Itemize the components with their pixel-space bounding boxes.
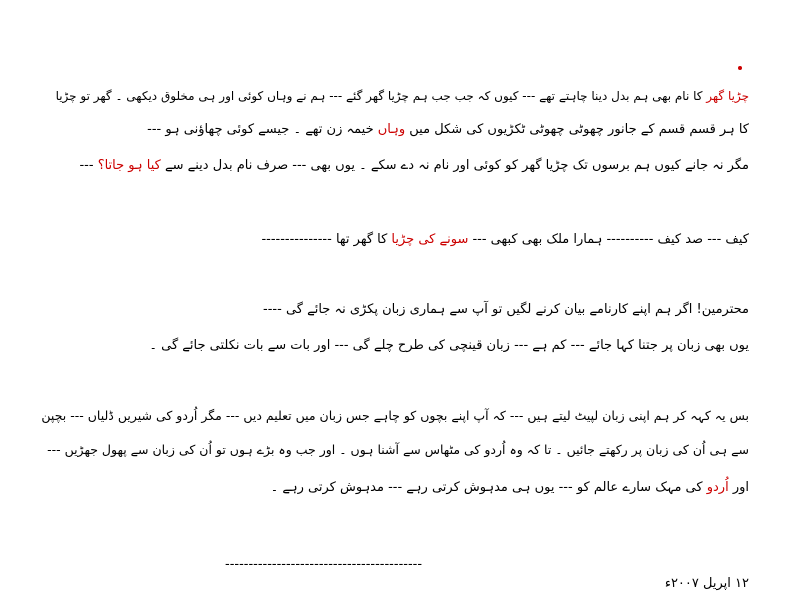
highlight-chirya-ghar: چڑیا گھر xyxy=(706,89,749,103)
paragraph-4-line-3-text-a: اور xyxy=(728,480,749,495)
paragraph-1-line-1-text: کا نام بھی ہم بدل دینا چاہتے تھے --- کیوں کہ جب جب ہم چڑیا گھر گئے --- ہم نے وہاں کوئی اور ہی مخلوق دیکھی ۔ گھر تو چڑیا xyxy=(55,89,707,103)
highlight-wahan: وہاں xyxy=(377,122,406,137)
highlight-kya-ho-jata: کیا ہو جاتا؟ xyxy=(97,158,161,173)
document-date: ۱۲ اپریل ۲۰۰۷ء xyxy=(664,576,749,591)
paragraph-1-line-2-text-c: خیمہ زن تھے ۔ جیسے کوئی چھاؤنی ہو --- xyxy=(147,122,378,137)
red-dot-mark xyxy=(738,66,742,70)
highlight-sone-ki-chirya: سونے کی چڑیا xyxy=(391,232,469,247)
paragraph-1-line-1 xyxy=(56,86,749,106)
paragraph-2-line xyxy=(261,230,749,250)
paragraph-4-line-1: بس یہ کہہ کر ہم اپنی زبان لپیٹ لیتے ہیں --- کہ آپ اپنے بچوں کو چاہے جس زبان میں تعلیم دیں --- مگر اُردو کی شیریں ڈلیاں --- بچپن xyxy=(41,408,749,423)
paragraph-4-line-2: سے ہی اُن کی زبان پر رکھتے جائیں ۔ تا کہ وہ اُردو کی مٹھاس سے آشنا ہوں ۔ اور جب وہ بڑے ہوں تو اُن کی زبان سے پھول جھڑیں --- xyxy=(47,442,749,457)
separator-dashes: ------------------------------------------ xyxy=(225,557,423,572)
paragraph-3-line-1: محترمین! اگر ہم اپنے کارنامے بیان کرنے لگیں تو آپ سے ہماری زبان پکڑی نہ جائے گی ---- xyxy=(263,302,749,317)
paragraph-3-line-2: یوں بھی زبان پر جتنا کہا جائے --- کم ہے --- زبان قینچی کی طرح چلے گی --- اور بات سے بات نکلتی جائے گی ۔ xyxy=(149,338,749,353)
paragraph-2-text-a: کیف --- صد کیف ---------- ہمارا ملک بھی کبھی --- xyxy=(468,232,749,247)
paragraph-1-line-3 xyxy=(79,156,749,176)
highlight-urdu: اُردو xyxy=(706,480,729,495)
paragraph-1-line-2 xyxy=(147,120,749,140)
paragraph-1-line-3-text-c: --- xyxy=(79,158,98,173)
paragraph-4-line-3 xyxy=(271,478,749,498)
paragraph-1-line-3-text-a: مگر نہ جانے کیوں ہم برسوں تک چڑیا گھر کو کوئی اور نام نہ دے سکے ۔ یوں بھی --- صرف نام بدل دینے سے xyxy=(160,158,749,173)
paragraph-4-line-3-text-c: کی مہک سارے عالم کو --- یوں ہی مدہوش کرتی رہے --- مدہوش کرتی رہے ۔ xyxy=(270,480,707,495)
paragraph-1-line-2-text-a: کا ہر قسم قسم کے جانور چھوٹی چھوٹی ٹکڑیوں کی شکل میں xyxy=(405,122,749,137)
paragraph-2-text-c: کا گھر تھا --------------- xyxy=(261,232,392,247)
